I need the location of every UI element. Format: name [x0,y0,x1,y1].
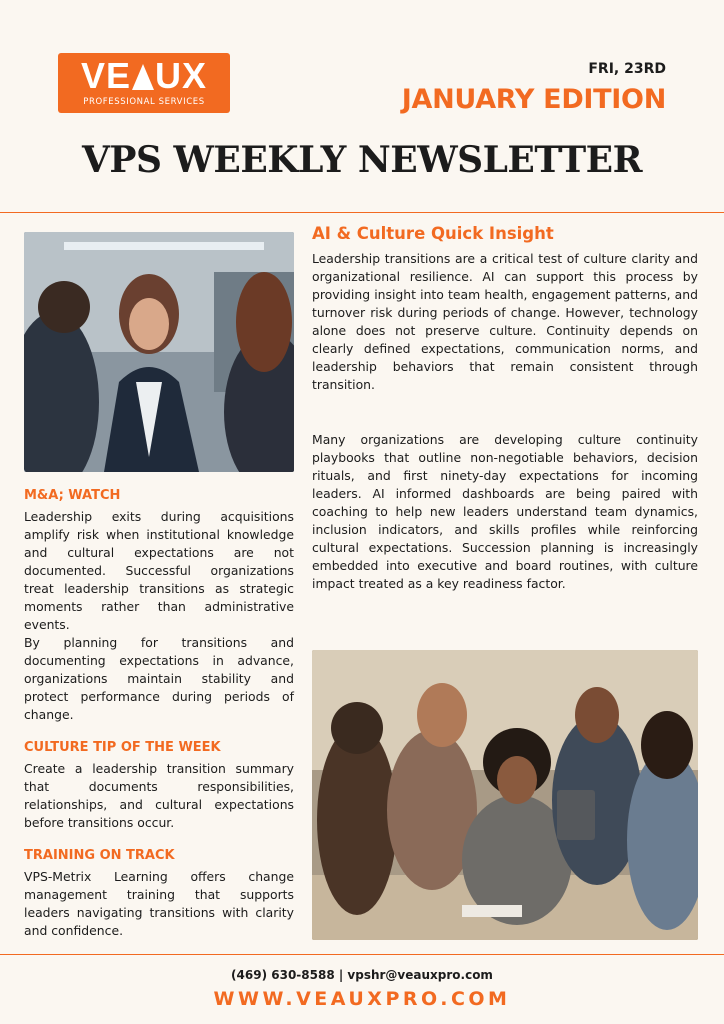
culture-tip-body: Create a leadership transition summary that documents responsibilities, relationships, and cultural expectations before transitions occur. [24,761,294,830]
training-heading: TRAINING ON TRACK [24,848,175,863]
issue-date: FRI, 23RD [588,61,666,77]
culture-tip-heading: CULTURE TIP OF THE WEEK [24,740,221,755]
logo [58,53,230,113]
ai-culture-heading: AI & Culture Quick Insight [312,224,554,243]
training-body: VPS-Metrix Learning offers change management training that supports leaders navigating transitions with clarity and confidence. [24,869,294,938]
edition-label: JANUARY EDITION [401,84,666,115]
ma-watch-heading: M&A; WATCH [24,488,121,503]
footer-website-link[interactable]: WWW.VEAUXPRO.COM [213,988,511,1010]
footer-contact: (469) 630-8588 | vpshr@veauxpro.com [231,968,493,982]
ai-culture-paragraph-1: Leadership transitions are a critical test of culture clarity and organizational resilience. AI can support this process by providing insight into team health, engagement patterns, and turnover risk during periods of change. However, technology alone does not preserve culture. Continuity depends on clearly defined expectations, communication norms, and leadership behaviors that remain consistent through transition. [312,251,698,392]
ai-culture-paragraph-2: Many organizations are developing culture continuity playbooks that outline non-negotiable behaviors, decision rituals, and first ninety-day expectations for incoming leaders. AI informed dashboards are being paired with coaching to help new leaders understand team dynamics, inclusion indicators, and skills profiles while reinforcing cultural expectations. Succession planning is increasingly embedded into executive and board routines, with culture impact treated as a key readiness factor. [312,432,698,591]
logo-a-triangle-icon [132,64,154,90]
logo-wordmark: VE UX [80,55,208,96]
footer-divider [0,954,724,955]
leader-photo [24,232,294,472]
logo-tagline: PROFESSIONAL SERVICES [83,97,205,107]
team-meeting-photo [312,650,698,940]
ma-watch-body: Leadership exits during acquisitions amplify risk when institutional knowledge and cultural expectations are not documented. Successful organizations treat leadership transitions as strategic moments rather than administrative events. By planning for transitions and documenting expectations in advance, organizations maintain stability and protect performance during periods of change. [24,509,294,722]
header-divider [0,212,724,213]
newsletter-title: VPS WEEKLY NEWSLETTER [81,139,643,181]
